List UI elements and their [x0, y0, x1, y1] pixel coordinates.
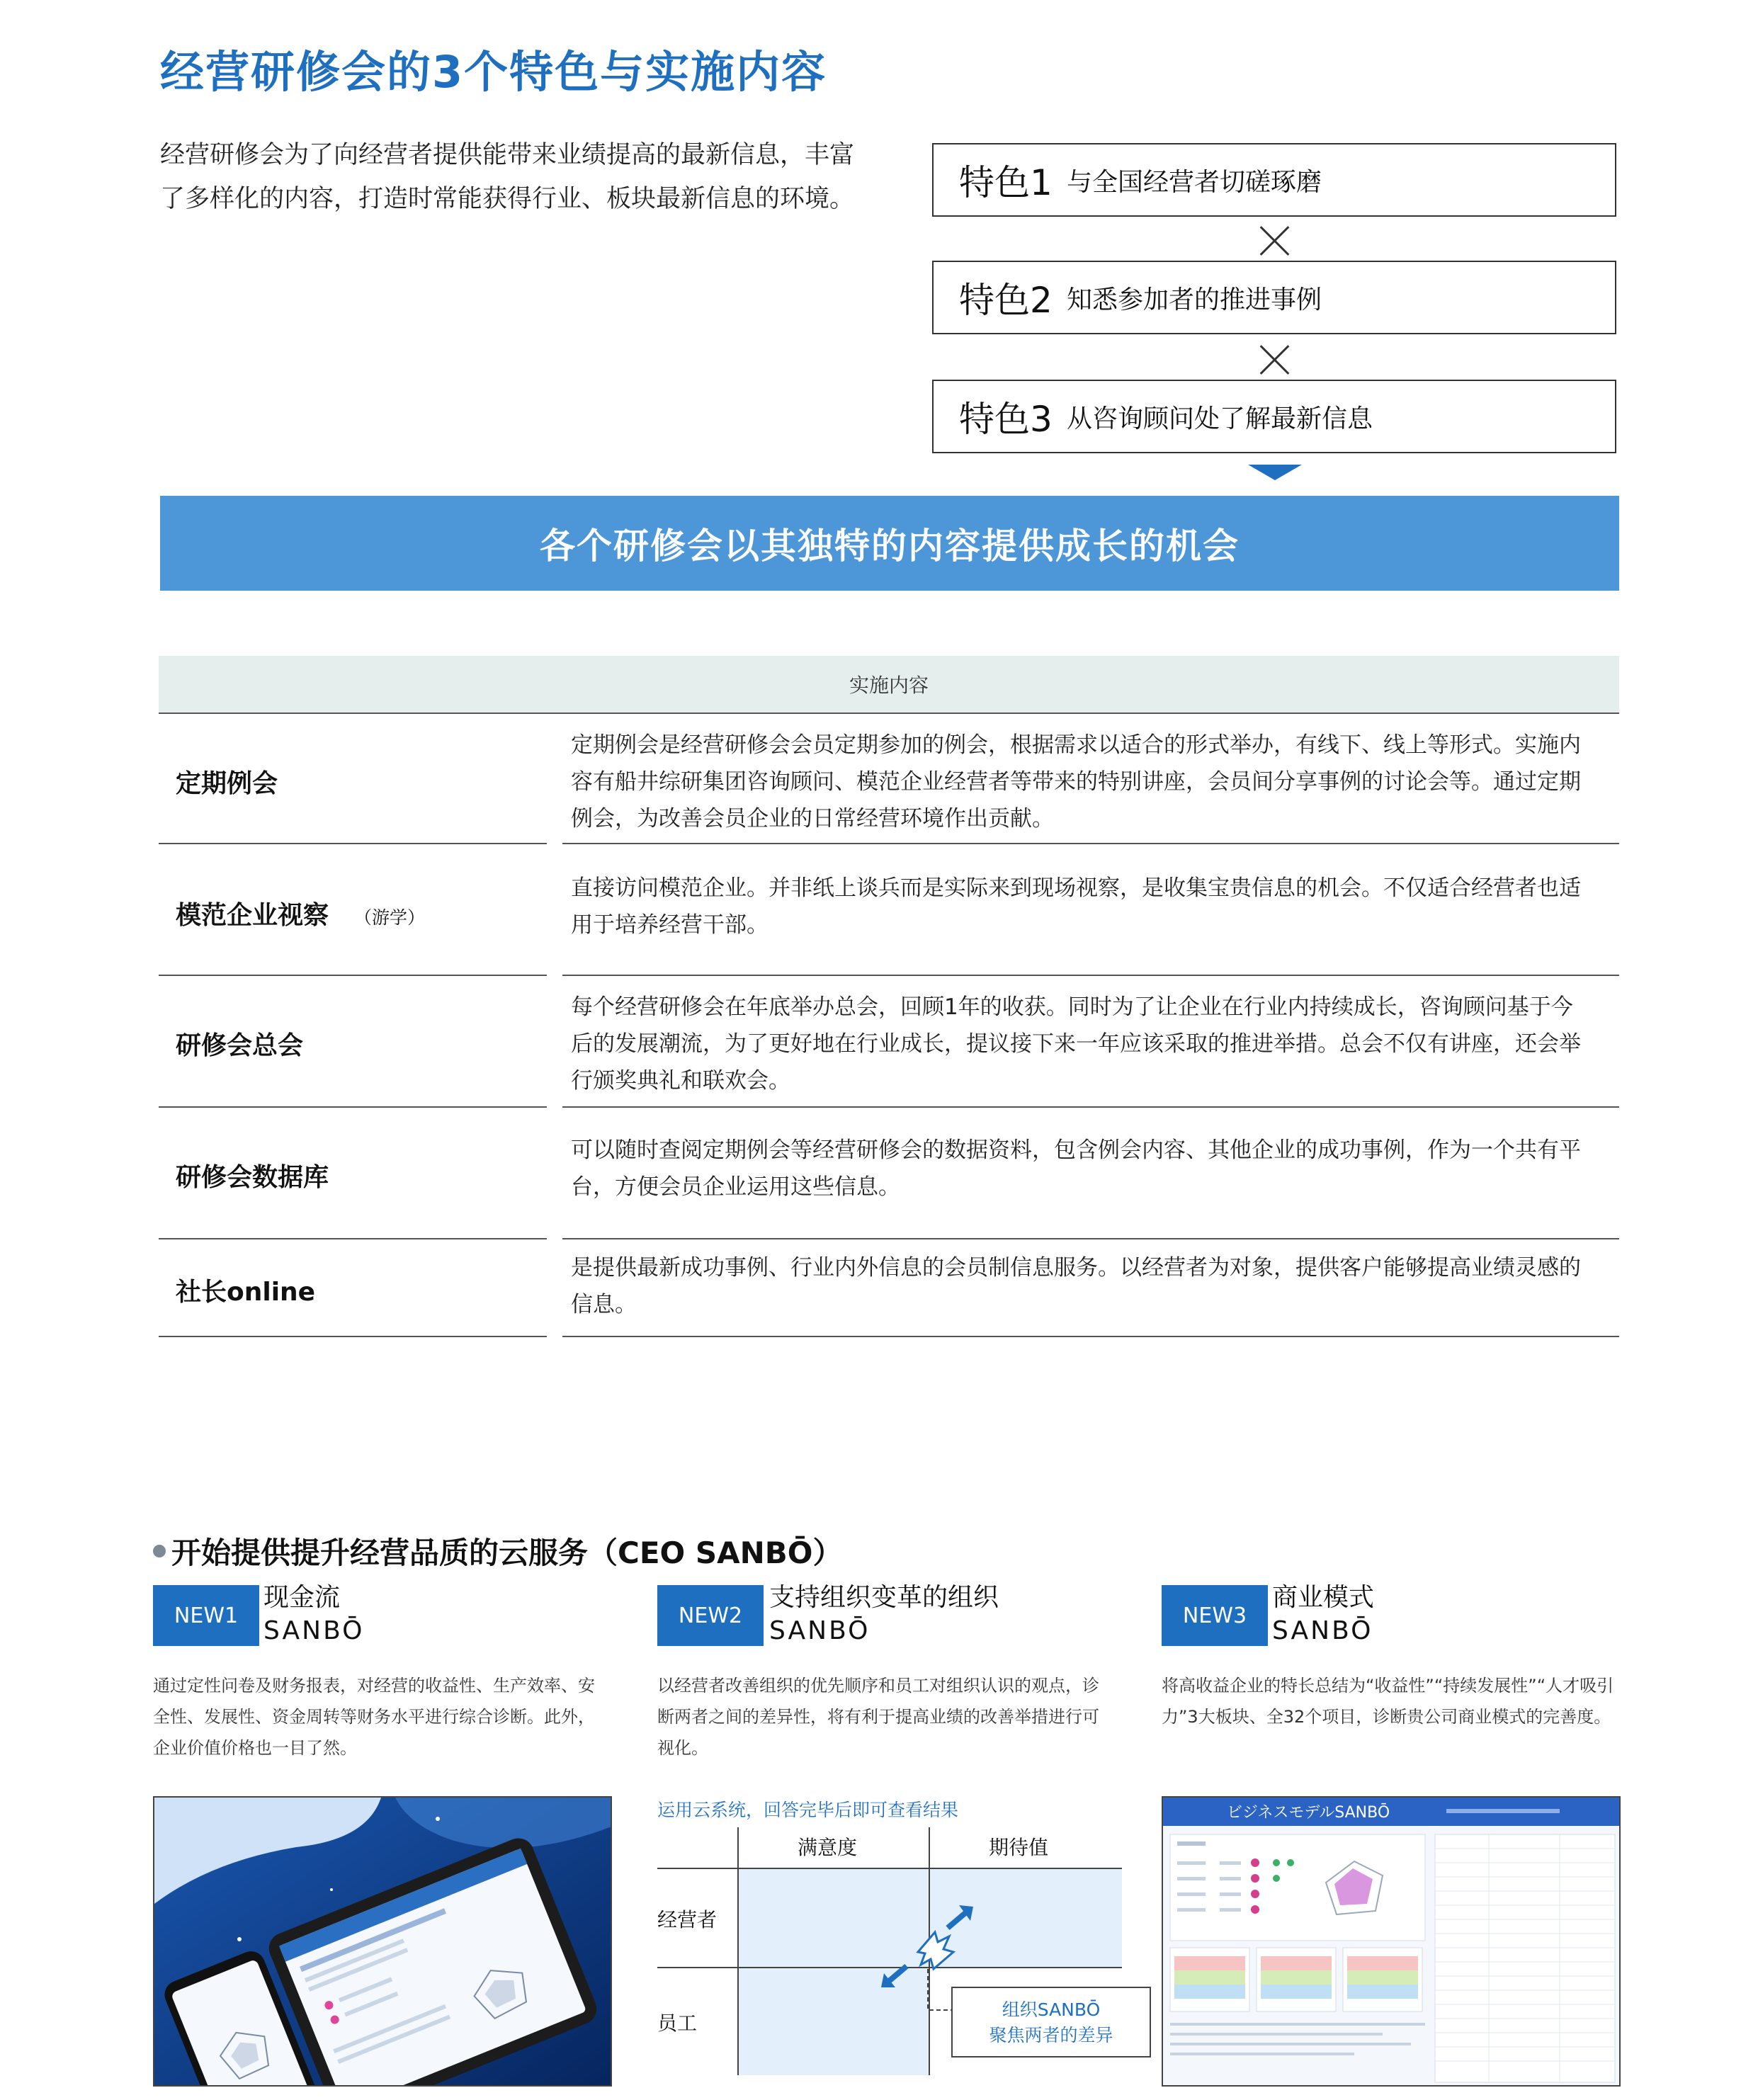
- row-divider: [159, 843, 547, 844]
- row-divider: [562, 843, 1619, 844]
- callout-line1: 组织SANBŌ: [1002, 1999, 1101, 2020]
- banner: 各个研修会以其独特的内容提供成长的机会: [160, 496, 1619, 591]
- service-name: 支持组织变革的组织: [769, 1583, 999, 1612]
- intro-text: 经营研修会为了向经营者提供能带来业绩提高的最新信息，丰富了多样化的内容，打造时常能获得行业、板块最新信息的环境。: [160, 141, 855, 213]
- service-sub: SANBŌ: [769, 1616, 871, 1645]
- matrix-row-staff: 员工: [657, 2011, 698, 2035]
- dashboard-svg: [1163, 1798, 1621, 2087]
- table-row-desc: 可以随时查阅定期例会等经营研修会的数据资料，包含例会内容、其他企业的成功事例，作为一个共有平台，方便会员企业运用这些信息。: [571, 1137, 1581, 1200]
- service-sub: SANBŌ: [263, 1616, 365, 1645]
- feature-box-3: [932, 380, 1616, 453]
- table-row-desc: 是提供最新成功事例、行业内外信息的会员制信息服务。以经营者为对象，提供客户能够提高业绩灵感的信息。: [571, 1255, 1581, 1317]
- row-divider: [562, 975, 1619, 976]
- service-desc: 通过定性问卷及财务报表，对经营的收益性、生产效率、安全性、发展性、资金周转等财务水平进行综合诊断。此外，企业价值价格也一目了然。: [153, 1676, 595, 1758]
- matrix-row-manager: 经营者: [657, 1908, 718, 1931]
- feature-number: 特色2: [959, 280, 1053, 321]
- row-divider: [159, 1106, 547, 1108]
- table-row-desc: 每个经营研修会在年底举办总会，回顾1年的收获。同时为了让企业在行业内持续成长，咨询顾问基于今后的发展潮流，为了更好地在行业成长，提议接下来一年应该采取的推进举措。总会不仅有讲座，还会举行颁奖典礼和联欢会。: [571, 994, 1581, 1094]
- cloud-note: 运用云系统，回答完毕后即可查看结果: [657, 1800, 959, 1820]
- new-badge: NEW2: [657, 1585, 764, 1646]
- section-title: 开始提供提升经营品质的云服务（CEO SANBŌ）: [153, 1530, 842, 1572]
- table-row-label: 社长online: [176, 1278, 316, 1307]
- table-row-label: 研修会数据库: [176, 1163, 329, 1192]
- row-divider: [159, 1336, 547, 1337]
- service-name: 现金流: [263, 1583, 341, 1612]
- feature-box-1: [932, 143, 1616, 217]
- row-divider: [562, 1238, 1619, 1239]
- callout-line2: 聚焦两者的差异: [989, 2025, 1113, 2045]
- service-desc: 将高收益企业的特长总结为“收益性”“持续发展性”“人才吸引力”3大板块、全32个项目，诊断贵公司商业模式的完善度。: [1162, 1676, 1614, 1727]
- feature-number: 特色1: [959, 162, 1053, 203]
- row-divider: [562, 1106, 1619, 1108]
- feature-text: 知悉参加者的推进事例: [1067, 285, 1322, 314]
- cross-icon: [1259, 225, 1291, 256]
- matrix-col-satisfaction: 满意度: [797, 1836, 858, 1859]
- down-arrow-icon: [1248, 465, 1302, 480]
- dashboard-title: ビジネスモデルSANBŌ: [1227, 1804, 1390, 1822]
- devices-illustration: [153, 1796, 612, 2087]
- table-row-desc: 定期例会是经营研修会会员定期参加的例会，根据需求以适合的形式举办，有线下、线上等形式。实施内容有船井综研集团咨询顾问、模范企业经营者等带来的特别讲座，会员间分享事例的讨论会等。通过定期例会，为改善会员企业的日常经营环境作出贡献。: [571, 732, 1581, 832]
- feature-text: 从咨询顾问处了解最新信息: [1067, 404, 1373, 433]
- table-row-label: 模范企业视察 （游学）: [176, 901, 426, 930]
- feature-text: 与全国经营者切磋琢磨: [1067, 167, 1322, 197]
- service-desc: 以经营者改善组织的优先顺序和员工对组织认识的观点，诊断两者之间的差异性，将有利于提高业绩的改善举措进行可视化。: [657, 1676, 1099, 1758]
- feature-box-2: [932, 261, 1616, 334]
- cross-icon: [1259, 344, 1291, 375]
- devices-illustration-svg: [154, 1798, 612, 2087]
- table-row-label: 研修会总会: [176, 1031, 304, 1060]
- table-header: 实施内容: [159, 656, 1619, 714]
- row-divider: [159, 975, 547, 976]
- dashboard-screenshot: [1162, 1796, 1621, 2087]
- feature-number: 特色3: [959, 399, 1053, 440]
- row-divider: [159, 1238, 547, 1239]
- new-badge: NEW3: [1162, 1585, 1268, 1646]
- service-sub: SANBŌ: [1272, 1616, 1373, 1645]
- bullet-icon: [153, 1545, 166, 1557]
- page-title: 经营研修会的3个特色与实施内容: [160, 46, 827, 98]
- row-divider: [562, 1336, 1619, 1337]
- matrix-col-expectation: 期待值: [988, 1836, 1049, 1859]
- service-name: 商业模式: [1272, 1583, 1375, 1612]
- new-badge: NEW1: [153, 1585, 259, 1646]
- callout-box: [952, 1987, 1150, 2057]
- table-row-desc: 直接访问模范企业。并非纸上谈兵而是实际来到现场视察，是收集宝贵信息的机会。不仅适合经营者也适用于培养经营干部。: [571, 875, 1581, 938]
- gap-matrix: [657, 1827, 1153, 2089]
- table-row-label: 定期例会: [176, 769, 278, 798]
